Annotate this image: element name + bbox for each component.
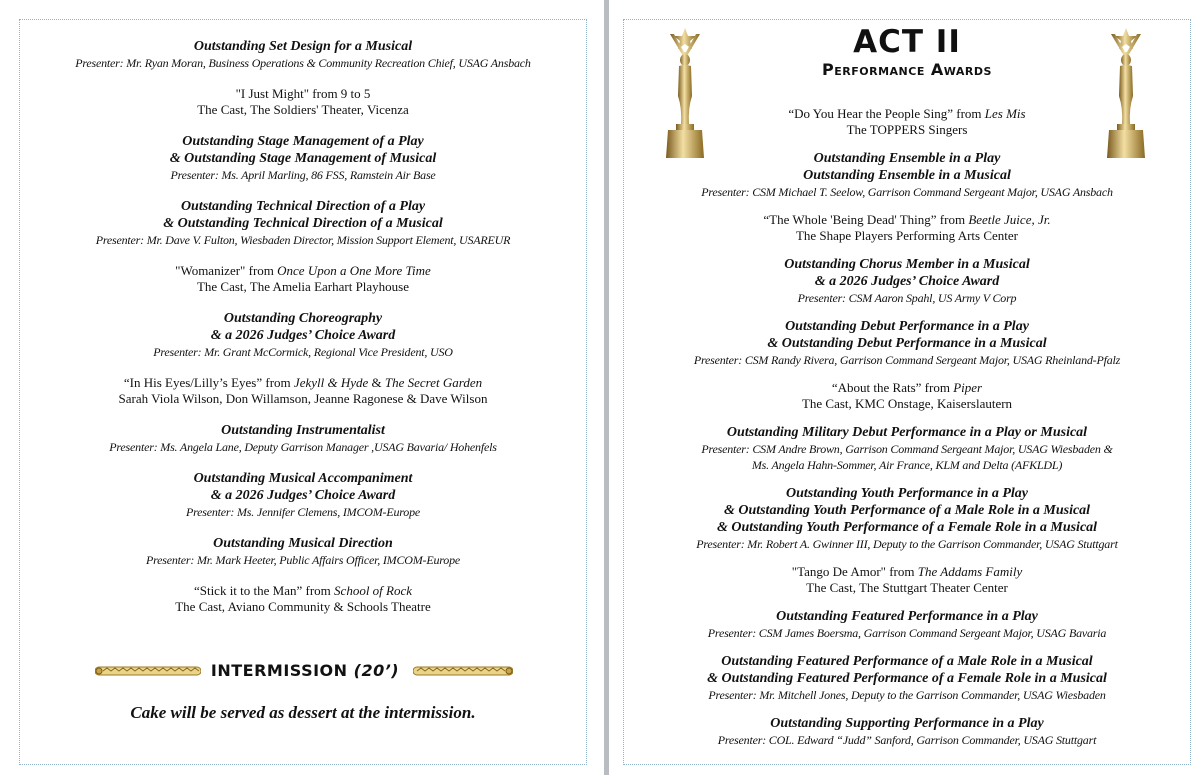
performance-entry bbox=[19, 375, 587, 407]
presenter-line: Presenter: CSM Randy Rivera, Garrison Command Sergeant Major, USAG Rheinland-Pfalz bbox=[693, 353, 1121, 367]
award-entry bbox=[623, 256, 1191, 306]
song-name: “Do You Hear the People Sing” from bbox=[788, 106, 985, 121]
award-title: Outstanding Instrumentalist bbox=[221, 423, 385, 438]
performers-line: The Cast, The Stuttgart Theater Center bbox=[806, 580, 1008, 595]
presenter-line: Presenter: Ms. April Marling, 86 FSS, Ramstein Air Base bbox=[170, 168, 436, 182]
award-title: Outstanding Choreography bbox=[223, 311, 383, 326]
award-title: & a 2026 Judges’ Choice Award bbox=[210, 488, 396, 503]
presenter-line: Presenter: Ms. Angela Lane, Deputy Garrison Manager ,USAG Bavaria/ Hohenfels bbox=[109, 440, 497, 454]
presenter-line: Presenter: Mr. Ryan Moran, Business Operations & Community Recreation Chief, USAG Ansbach bbox=[75, 56, 531, 70]
award-entry bbox=[19, 198, 587, 248]
award-entry bbox=[19, 422, 587, 455]
performance-entry bbox=[623, 212, 1191, 244]
cake-note: Cake will be served as dessert at the intermission. bbox=[130, 703, 476, 722]
performers-line: The Cast, KMC Onstage, Kaiserslautern bbox=[801, 396, 1013, 411]
presenter-line: Presenter: Mr. Dave V. Fulton, Wiesbaden Director, Mission Support Element, USAREUR bbox=[95, 233, 511, 247]
act-two-award-list bbox=[623, 106, 1191, 760]
award-entry bbox=[623, 485, 1191, 552]
presenter-line: Presenter: CSM Michael T. Seelow, Garrison Command Sergeant Major, USAG Ansbach bbox=[701, 185, 1113, 199]
song-connector: & bbox=[368, 375, 385, 390]
gold-chain-left-icon bbox=[95, 666, 201, 676]
award-title: & Outstanding Debut Performance in a Musical bbox=[767, 336, 1047, 351]
act-subtitle: Performance Awards bbox=[822, 60, 992, 79]
award-entry bbox=[19, 133, 587, 183]
intermission-label: INTERMISSION bbox=[210, 661, 348, 680]
performers-line: Sarah Viola Wilson, Don Willamson, Jeanne Ragonese & Dave Wilson bbox=[118, 391, 488, 406]
song-name: "Womanizer" from bbox=[175, 263, 278, 278]
award-title: & Outstanding Stage Management of Musical bbox=[169, 151, 437, 166]
show-title: Les Mis bbox=[984, 106, 1026, 121]
show-title: Once Upon a One More Time bbox=[277, 263, 431, 278]
song-line bbox=[19, 583, 587, 599]
song-line bbox=[623, 380, 1191, 396]
show-title: The Secret Garden bbox=[384, 375, 483, 390]
song-name: “The Whole 'Being Dead' Thing” from bbox=[763, 212, 969, 227]
award-title: & Outstanding Technical Direction of a Musical bbox=[163, 216, 443, 231]
song-line bbox=[623, 106, 1191, 122]
award-entry bbox=[623, 715, 1191, 748]
song-name: "I Just Might" from 9 to 5 bbox=[235, 86, 371, 101]
song-line bbox=[19, 86, 587, 102]
show-title: Piper bbox=[953, 380, 983, 395]
award-title: & Outstanding Youth Performance of a Male Role in a Musical bbox=[723, 503, 1091, 518]
show-title: Beetle Juice, Jr. bbox=[968, 212, 1051, 227]
award-title: Outstanding Ensemble in a Play bbox=[813, 151, 1001, 166]
award-title: & a 2026 Judges’ Choice Award bbox=[814, 274, 1000, 289]
performance-entry bbox=[19, 86, 587, 118]
performance-entry bbox=[623, 564, 1191, 596]
presenter-line: Presenter: CSM Andre Brown, Garrison Command Sergeant Major, USAG Wiesbaden & bbox=[701, 442, 1113, 456]
presenter-line: Presenter: COL. Edward “Judd” Sanford, Garrison Commander, USAG Stuttgart bbox=[717, 733, 1097, 747]
award-entry bbox=[19, 38, 587, 71]
award-entry bbox=[19, 310, 587, 360]
award-title: Outstanding Military Debut Performance in a Play or Musical bbox=[726, 425, 1088, 440]
song-line bbox=[623, 564, 1191, 580]
award-title: & Outstanding Featured Performance of a Female Role in a Musical bbox=[707, 671, 1107, 686]
award-entry bbox=[623, 318, 1191, 368]
award-title: Outstanding Chorus Member in a Musical bbox=[784, 257, 1030, 272]
show-title: The Addams Family bbox=[917, 564, 1023, 579]
award-entry bbox=[623, 150, 1191, 200]
intermission-duration: (20’) bbox=[353, 661, 400, 680]
presenter-line: Presenter: CSM James Boersma, Garrison Command Sergeant Major, USAG Bavaria bbox=[707, 626, 1107, 640]
award-title: & a 2026 Judges’ Choice Award bbox=[210, 328, 396, 343]
award-title: Outstanding Musical Accompaniment bbox=[193, 471, 413, 486]
presenter-line: Ms. Angela Hahn-Sommer, Air France, KLM and Delta (AFKLDL) bbox=[751, 458, 1063, 472]
award-entry bbox=[19, 470, 587, 520]
award-entry bbox=[623, 424, 1191, 473]
performers-line: The Shape Players Performing Arts Center bbox=[795, 228, 1019, 243]
act-title: ACT II bbox=[853, 24, 961, 60]
award-entry bbox=[19, 535, 587, 568]
presenter-line: Presenter: Ms. Jennifer Clemens, IMCOM-Europe bbox=[185, 505, 421, 519]
award-title: Outstanding Featured Performance in a Play bbox=[776, 609, 1038, 624]
song-line bbox=[623, 212, 1191, 228]
song-line bbox=[19, 375, 587, 391]
performance-entry bbox=[19, 263, 587, 295]
song-name: "Tango De Amor" from bbox=[791, 564, 918, 579]
song-name: “In His Eyes/Lilly’s Eyes” from bbox=[123, 375, 294, 390]
performers-line: The TOPPERS Singers bbox=[846, 122, 968, 137]
show-title: School of Rock bbox=[334, 583, 413, 598]
award-title: Outstanding Musical Direction bbox=[213, 536, 393, 551]
intermission-banner bbox=[95, 660, 513, 682]
award-entry bbox=[623, 653, 1191, 703]
performance-entry bbox=[19, 583, 587, 615]
performers-line: The Cast, Aviano Community & Schools Theatre bbox=[175, 599, 431, 614]
presenter-line: Presenter: CSM Aaron Spahl, US Army V Corp bbox=[797, 291, 1017, 305]
act-one-award-list bbox=[19, 38, 587, 630]
performers-line: The Cast, The Soldiers' Theater, Vicenza bbox=[197, 102, 409, 117]
show-title: Jekyll & Hyde bbox=[293, 375, 369, 390]
performers-line: The Cast, The Amelia Earhart Playhouse bbox=[196, 279, 410, 294]
intermission-heading bbox=[207, 660, 403, 682]
presenter-line: Presenter: Mr. Mitchell Jones, Deputy to the Garrison Commander, USAG Wiesbaden bbox=[708, 688, 1106, 702]
song-name: “Stick it to the Man” from bbox=[193, 583, 335, 598]
award-title: Outstanding Featured Performance of a Male Role in a Musical bbox=[721, 654, 1093, 669]
presenter-line: Presenter: Mr. Grant McCormick, Regional Vice President, USO bbox=[153, 345, 453, 359]
song-name: “About the Rats” from bbox=[831, 380, 954, 395]
award-title: Outstanding Stage Management of a Play bbox=[182, 134, 424, 149]
song-line bbox=[19, 263, 587, 279]
award-title: Outstanding Supporting Performance in a Play bbox=[770, 716, 1044, 731]
award-title: Outstanding Youth Performance in a Play bbox=[785, 486, 1029, 501]
award-title: Outstanding Debut Performance in a Play bbox=[785, 319, 1029, 334]
award-title: Outstanding Ensemble in a Musical bbox=[803, 168, 1011, 183]
award-title: & Outstanding Youth Performance of a Female Role in a Musical bbox=[716, 520, 1098, 535]
presenter-line: Presenter: Mr. Robert A. Gwinner III, Deputy to the Garrison Commander, USAG Stuttgart bbox=[696, 537, 1118, 551]
award-entry bbox=[623, 608, 1191, 641]
award-title: Outstanding Technical Direction of a Play bbox=[180, 199, 426, 214]
gold-chain-right-icon bbox=[413, 666, 513, 676]
presenter-line: Presenter: Mr. Mark Heeter, Public Affairs Officer, IMCOM-Europe bbox=[145, 553, 461, 567]
award-title: Outstanding Set Design for a Musical bbox=[193, 39, 413, 54]
performance-entry bbox=[623, 380, 1191, 412]
performance-entry bbox=[623, 106, 1191, 138]
